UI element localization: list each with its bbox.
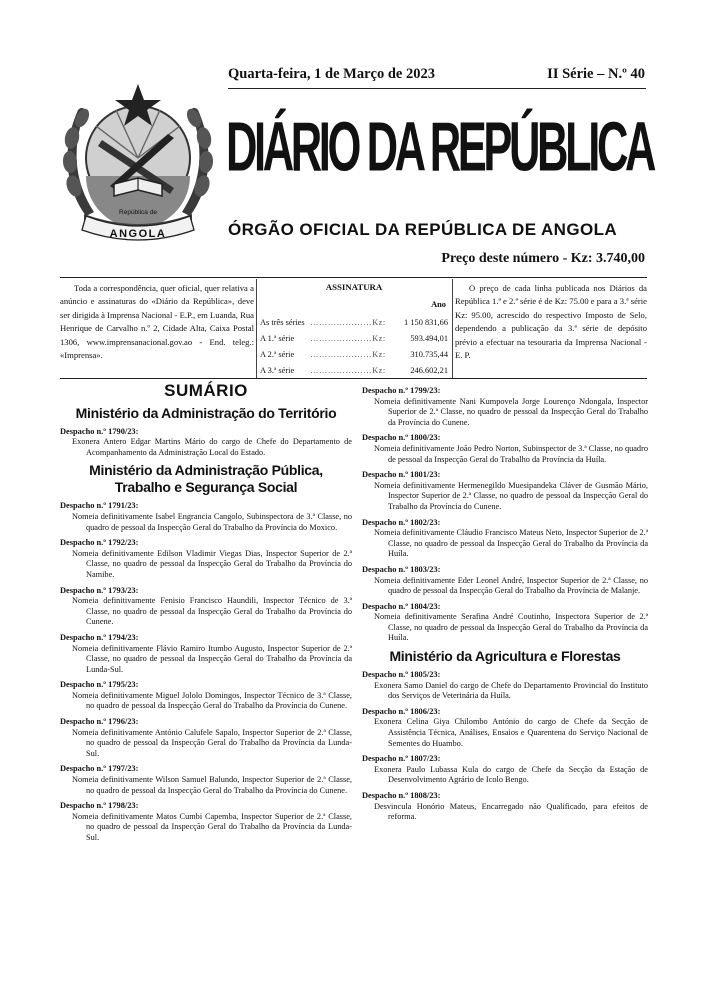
summary-left-entries <box>60 405 352 844</box>
despacho-number: Despacho n.º 1795/23: <box>60 680 139 690</box>
subscription-row <box>260 334 448 346</box>
subscription-row <box>260 366 448 378</box>
subscription-year-label: Ano <box>431 300 446 309</box>
despacho-number: Despacho n.º 1802/23: <box>362 517 441 527</box>
despacho-summary: Nomeia definitivamente Miguel Jololo Domingos, Inspector Técnico de 3.ª Classe, no quadro de pessoal da Inspecção Geral do Trabalho da Província do Cunene. <box>72 690 352 711</box>
despacho-summary: Nomeia definitivamente Cláudio Francisco Mateus Neto, Inspector Superior de 2.ª Classe, no quadro de pessoal da Inspecção Geral do Trabalho da Província da Huíla. <box>374 528 648 559</box>
emblem-text-bottom: ANGOLA <box>109 228 167 240</box>
despacho-number: Despacho n.º 1808/23: <box>362 791 441 800</box>
subscription-row-label: A 1.ª série <box>260 334 295 343</box>
ministry-heading: Ministério da Agricultura e Florestas <box>389 648 621 665</box>
despacho-summary: Nomeia definitivamente Edilson Vladimir Viegas Dias, Inspector Superior de 2.ª Classe, no quadro de pessoal da Inspecção Geral do Trabalho da Província do Namibe. <box>72 548 352 579</box>
info-divider-right <box>452 279 453 378</box>
despacho-summary: Nomeia definitivamente Wilson Samuel Balundo, Inspector Superior de 2.ª Classe, no quadro de pessoal da Inspecção Geral do Trabalho da Província do Cunene. <box>72 775 352 795</box>
subscription-row-label: A 2.ª série <box>260 350 295 359</box>
subscription-row-currency: …………………Kz: <box>310 366 386 375</box>
despacho-summary: Nomeia definitivamente Matos Cumbi Capemba, Inspector Superior de 2.ª Classe, no quadro de pessoal da Inspecção Geral do Trabalho da Província da Lunda-Sul. <box>72 811 352 842</box>
emblem-text-top: República de <box>119 209 157 216</box>
despacho-summary: Nomeia definitivamente Hermenegildo Muesipandeka Cláver de Gusmão Mário, Inspector Superior de 2.ª Classe, no quadro de pessoal da Inspecção Geral do Trabalho da Província do Cunene. <box>374 480 648 511</box>
despacho-summary: Nomeia definitivamente Serafina André Coutinho, Inspectora Superior de 2.ª Classe, no quadro de pessoal da Inspecção Geral do Trabalho da Província da Huíla. <box>374 612 648 643</box>
despacho-number: Despacho n.º 1807/23: <box>362 754 441 764</box>
subscription-row <box>260 350 448 362</box>
summary-right-column <box>362 386 648 823</box>
ministry-heading: Ministério da Administração do Território <box>75 404 337 421</box>
despacho-summary: Exonera Antero Edgar Martins Mário do cargo de Chefe do Departamento de Acompanhamento da Administração Local do Estado. <box>72 437 352 457</box>
info-divider-left <box>256 279 257 378</box>
summary-left-column <box>60 381 352 844</box>
issue-price: Preço deste número - Kz: 3.740,00 <box>441 251 645 266</box>
subscription-row-currency: …………………Kz: <box>310 318 386 327</box>
despacho-number: Despacho n.º 1801/23: <box>362 470 441 480</box>
masthead-title: DIÁRIO DA REPÚBLICA <box>226 107 654 186</box>
subscription-row-amount: 593.494,01 <box>410 334 448 343</box>
subscription-row-amount: 310.735,44 <box>410 350 448 359</box>
despacho-summary: Nomeia definitivamente Isabel Engrancia Cangolo, Subinspectora de 3.ª Classe, no quadro de pessoal da Inspecção Geral do Trabalho da Província do Moxico. <box>72 511 352 532</box>
despacho-number: Despacho n.º 1791/23: <box>60 501 139 511</box>
despacho-number: Despacho n.º 1790/23: <box>60 426 139 436</box>
despacho-number: Despacho n.º 1803/23: <box>362 564 441 574</box>
despacho-number: Despacho n.º 1804/23: <box>362 601 441 611</box>
info-rule-bottom <box>60 378 647 379</box>
summary-right-entries <box>362 386 648 823</box>
series-number: II Série – N.º 40 <box>547 66 645 82</box>
subscription-row-currency: …………………Kz: <box>310 350 386 359</box>
despacho-summary: Exonera Samo Daniel do cargo de Chefe do Departamento Provincial do Instituto dos Serviços de Veterinária da Huíla. <box>374 680 648 701</box>
despacho-summary: Exonera Celina Giya Chilombo António do cargo de Chefe da Secção de Assistência Técnica, Análises, Ensaios e Quarentena do Serviço Nacional de Sementes do Huambo. <box>374 717 648 748</box>
despacho-number: Despacho n.º 1792/23: <box>60 538 139 548</box>
ministry-heading: Ministério da Administração Pública, Trabalho e Segurança Social <box>89 462 323 496</box>
correspondence-notice: Toda a correspondência, quer oficial, quer relativa a anúncio e assinaturas do «Diário da República», deve ser dirigida à Imprensa Nacional - E.P., em Luanda, Rua Henrique de Carvalho n.º 2, Cidade Alta, Caixa Postal 1306, www.imprensanacional.gov.ao - End. teleg.: «Imprensa». <box>60 283 254 361</box>
despacho-summary: Nomeia definitivamente Fenisio Francisco Haundili, Inspector Técnico de 3.ª Classe, no quadro de pessoal da Inspecção Geral do Trabalho da Província do Cunene. <box>72 596 352 627</box>
subscription-row <box>260 318 448 330</box>
despacho-number: Despacho n.º 1797/23: <box>60 764 139 774</box>
despacho-number: Despacho n.º 1798/23: <box>60 801 139 811</box>
despacho-number: Despacho n.º 1806/23: <box>362 706 441 716</box>
subscription-row-amount: 1 150 831,66 <box>404 318 448 327</box>
despacho-summary: Desvincula Honório Mateus, Encarregado não Qualificado, para efeitos de reforma. <box>374 801 648 822</box>
subscription-row-label: As três séries <box>260 318 305 327</box>
despacho-summary: Nomeia definitivamente António Calufele Sapalo, Inspector Superior de 2.ª Classe, no quadro de pessoal da Inspecção Geral do Trabalho da Província da Lunda-Sul. <box>72 727 352 758</box>
despacho-summary: Exonera Paulo Lubassa Kula do cargo de Chefe da Secção da Estação de Desenvolvimento Agrário de Icolo Bengo. <box>374 764 648 785</box>
subscription-row-currency: …………………Kz: <box>310 334 386 343</box>
info-rule-top <box>60 277 647 278</box>
despacho-number: Despacho n.º 1800/23: <box>362 433 441 443</box>
despacho-number: Despacho n.º 1805/23: <box>362 670 441 680</box>
subscription-row-amount: 246.602,21 <box>410 366 448 375</box>
subscription-title: ASSINATURA <box>325 282 383 292</box>
pricing-note: O preço de cada linha publicada nos Diários da República 1.ª e 2.ª série é de Kz: 75.00 e para a 3.ª série Kz: 95.00, acrescido do respectivo Imposto de Selo, dependendo a publicação da 3.ª série de depósito prévio a efectuar na tesouraria da Imprensa Nacional - E. P. <box>455 283 647 361</box>
despacho-summary: Nomeia definitivamente Eder Leonel André, Inspector Superior de 2.ª Classe, no quadro de pessoal da Inspecção Geral do Trabalho da Província de Malanje. <box>374 575 648 596</box>
despacho-summary: Nomeia definitivamente João Pedro Norton, Subinspector de 3.ª Classe, no quadro de pessoal da Inspecção Geral do Trabalho da Província da Huíla. <box>374 443 648 464</box>
publication-date: Quarta-feira, 1 de Março de 2023 <box>228 66 435 82</box>
header-rule <box>228 88 646 89</box>
despacho-summary: Nomeia definitivamente Flávio Ramiro Itumbo Augusto, Inspector Superior de 2.ª Classe, no quadro de pessoal da Inspecção Geral do Trabalho da Província da Lunda-Sul. <box>72 643 352 674</box>
subscription-row-label: A 3.ª série <box>260 366 295 375</box>
despacho-number: Despacho n.º 1796/23: <box>60 717 139 727</box>
despacho-number: Despacho n.º 1794/23: <box>60 632 139 642</box>
summary-title: SUMÁRIO <box>164 381 248 400</box>
despacho-summary: Nomeia definitivamente Nani Kumpovela Jorge Lourenço Ndongala, Inspector Superior de 2.ª Classe, no quadro de pessoal da Inspecção Geral do Trabalho da Província do Cunene. <box>374 396 648 427</box>
despacho-number: Despacho n.º 1793/23: <box>60 585 139 595</box>
despacho-number: Despacho n.º 1799/23: <box>362 386 441 395</box>
coat-of-arms-icon <box>56 66 221 242</box>
masthead-subtitle: ÓRGÃO OFICIAL DA REPÚBLICA DE ANGOLA <box>228 220 618 239</box>
